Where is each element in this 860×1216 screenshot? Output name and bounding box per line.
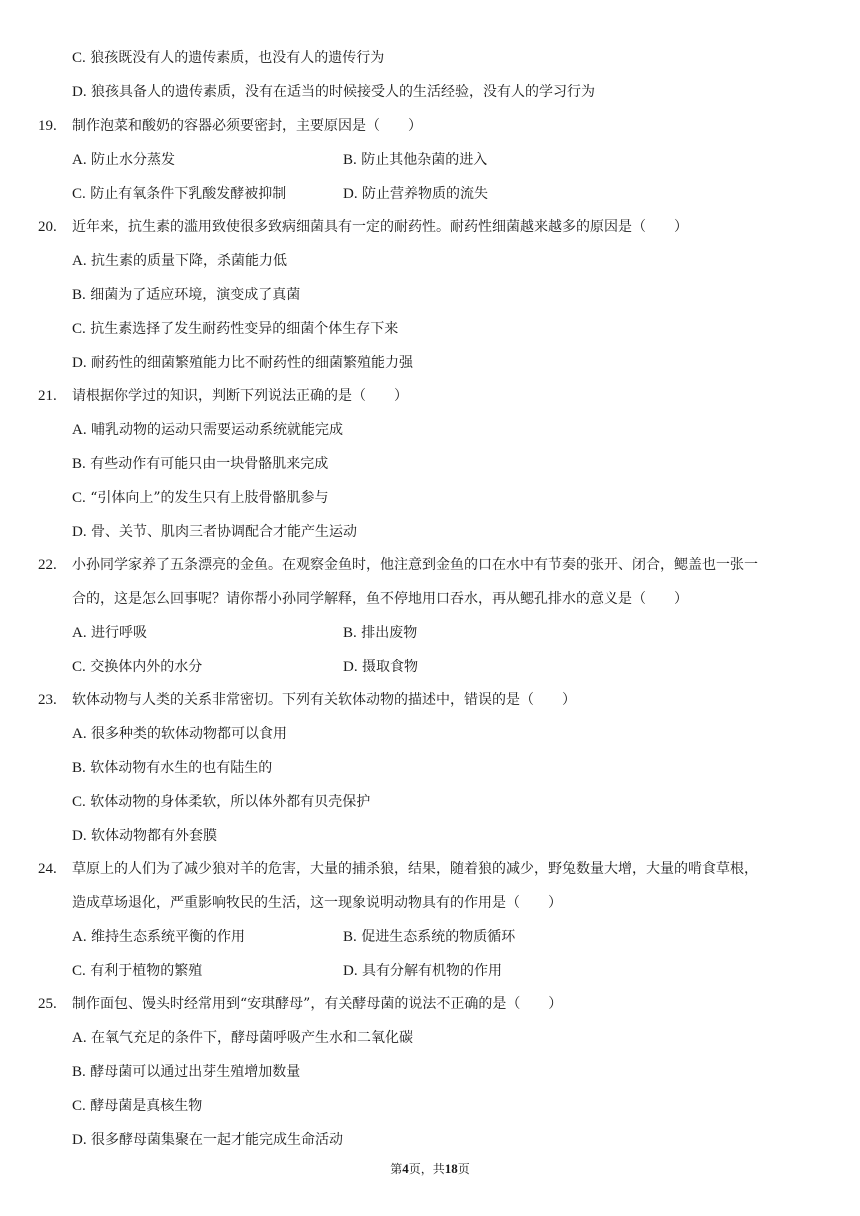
question-22: 22. 小孙同学家养了五条漂亮的金鱼。在观察金鱼时，他注意到金鱼的口在水中有节奏的张开、闭合，鳃盖也一张一 xyxy=(38,557,758,573)
option-a: A. 在氧气充足的条件下，酵母菌呼吸产生水和二氧化碳 xyxy=(72,1030,414,1046)
option-a: A. 进行呼吸 xyxy=(72,625,148,641)
option-d: D. 防止营养物质的流失 xyxy=(343,186,489,202)
option-b: B. 软体动物有水生的也有陆生的 xyxy=(72,760,273,776)
option-c: C. 交换体内外的水分 xyxy=(72,659,203,675)
option-d: D. 具有分解有机物的作用 xyxy=(343,963,503,979)
option-c: C. 有利于植物的繁殖 xyxy=(72,963,203,979)
total-pages: 18 xyxy=(444,1161,458,1176)
question-21: 21. 请根据你学过的知识，判断下列说法正确的是（ ） xyxy=(38,388,408,404)
question-25: 25. 制作面包、馒头时经常用到“安琪酵母”，有关酵母菌的说法不正确的是（ ） xyxy=(38,996,563,1012)
option-d: D. 很多酵母菌集聚在一起才能完成生命活动 xyxy=(72,1132,344,1148)
option-b: B. 防止其他杂菌的进入 xyxy=(343,152,488,168)
option-c: C. 狼孩既没有人的遗传素质，也没有人的遗传行为 xyxy=(72,50,385,66)
question-19: 19. 制作泡菜和酸奶的容器必须要密封，主要原因是（ ） xyxy=(38,118,422,134)
option-d: D. 摄取食物 xyxy=(343,659,419,675)
question-22-continued: 合的，这是怎么回事呢？请你帮小孙同学解释，鱼不停地用口吞水，再从鳃孔排水的意义是（ ） xyxy=(72,591,688,607)
question-24-continued: 造成草场退化，严重影响牧民的生活，这一现象说明动物具有的作用是（ ） xyxy=(72,895,562,911)
option-c: C. “引体向上”的发生只有上肢骨骼肌参与 xyxy=(72,490,329,506)
option-a: A. 维持生态系统平衡的作用 xyxy=(72,929,246,945)
option-d: D. 软体动物都有外套膜 xyxy=(72,828,218,844)
option-c: C. 软体动物的身体柔软，所以体外都有贝壳保护 xyxy=(72,794,371,810)
option-b: B. 酵母菌可以通过出芽生殖增加数量 xyxy=(72,1064,301,1080)
question-23: 23. 软体动物与人类的关系非常密切。下列有关软体动物的描述中，错误的是（ ） xyxy=(38,692,576,708)
option-c: C. 抗生素选择了发生耐药性变异的细菌个体生存下来 xyxy=(72,321,399,337)
option-a: A. 哺乳动物的运动只需要运动系统就能完成 xyxy=(72,422,344,438)
option-b: B. 排出废物 xyxy=(343,625,418,641)
option-c: C. 防止有氧条件下乳酸发酵被抑制 xyxy=(72,186,287,202)
question-20: 20. 近年来，抗生素的滥用致使很多致病细菌具有一定的耐药性。耐药性细菌越来越多的原因是（ ） xyxy=(38,219,688,235)
option-b: B. 有些动作有可能只由一块骨骼肌来完成 xyxy=(72,456,329,472)
option-d: D. 狼孩具备人的遗传素质，没有在适当的时候接受人的生活经验，没有人的学习行为 xyxy=(72,84,596,100)
page-footer: 第4页，共18页 xyxy=(390,1161,470,1176)
question-24: 24. 草原上的人们为了减少狼对羊的危害，大量的捕杀狼，结果，随着狼的减少，野兔数量大增，大量的啃食草根， xyxy=(38,861,758,877)
option-b: B. 细菌为了适应环境，演变成了真菌 xyxy=(72,287,301,303)
option-a: A. 防止水分蒸发 xyxy=(72,152,176,168)
option-c: C. 酵母菌是真核生物 xyxy=(72,1098,203,1114)
option-a: A. 很多种类的软体动物都可以食用 xyxy=(72,726,288,742)
option-d: D. 耐药性的细菌繁殖能力比不耐药性的细菌繁殖能力强 xyxy=(72,355,414,371)
option-d: D. 骨、关节、肌肉三者协调配合才能产生运动 xyxy=(72,524,358,540)
page-number: 4 xyxy=(402,1161,409,1176)
option-b: B. 促进生态系统的物质循环 xyxy=(343,929,516,945)
option-a: A. 抗生素的质量下降，杀菌能力低 xyxy=(72,253,288,269)
